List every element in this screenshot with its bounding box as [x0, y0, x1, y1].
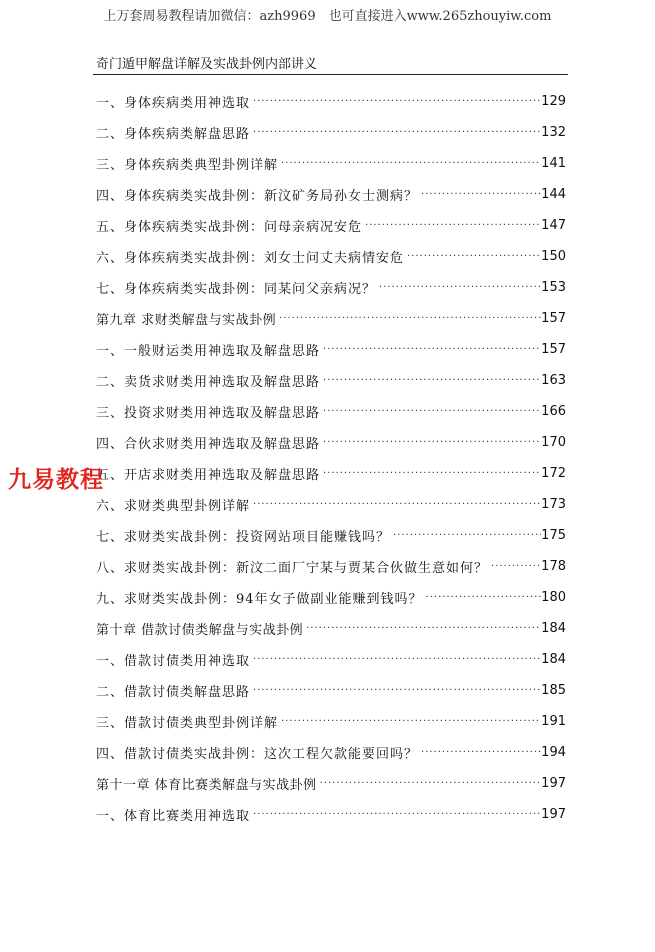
- leader-dots: [423, 592, 542, 603]
- toc-title: 五、身体疾病类实战卦例：问母亲病况安危: [96, 220, 363, 235]
- toc-title: 六、身体疾病类实战卦例：刘女士问丈夫病情安危: [96, 251, 405, 266]
- toc-page: 194: [541, 745, 566, 760]
- leader-dots: [390, 530, 541, 541]
- toc-page: 150: [541, 249, 566, 264]
- toc-entry[interactable]: [96, 520, 566, 551]
- toc-title: 第九章 求财类解盘与实战卦例: [96, 313, 277, 328]
- toc-entry[interactable]: [96, 458, 566, 489]
- leader-dots: [320, 437, 541, 448]
- toc-entry[interactable]: [96, 210, 566, 241]
- leader-dots: [250, 685, 541, 696]
- toc-chapter-entry[interactable]: [96, 303, 566, 334]
- toc-page: 191: [541, 714, 566, 729]
- toc-page: 157: [541, 342, 566, 357]
- toc-chapter-entry[interactable]: [96, 768, 566, 799]
- toc-title: 六、求财类典型卦例详解: [96, 499, 251, 514]
- toc-entry[interactable]: [96, 582, 566, 613]
- leader-dots: [320, 375, 541, 386]
- toc-title: 四、身体疾病类实战卦例：新汶矿务局孙女士测病？: [96, 189, 419, 204]
- toc-page: 184: [541, 621, 566, 636]
- toc-page: 144: [541, 187, 566, 202]
- toc-entry[interactable]: [96, 241, 566, 272]
- toc-title: 三、借款讨债类典型卦例详解: [96, 716, 279, 731]
- toc-title: 二、借款讨债类解盘思路: [96, 685, 251, 700]
- toc-title: 七、求财类实战卦例：投资网站项目能赚钱吗？: [96, 530, 391, 545]
- toc-entry[interactable]: [96, 799, 566, 830]
- toc-entry[interactable]: [96, 334, 566, 365]
- leader-dots: [376, 282, 541, 293]
- leader-dots: [404, 251, 541, 262]
- toc-page: 180: [541, 590, 566, 605]
- leader-dots: [278, 716, 541, 727]
- toc-title: 四、合伙求财类用神选取及解盘思路: [96, 437, 321, 452]
- toc-page: 163: [541, 373, 566, 388]
- toc-page: 166: [541, 404, 566, 419]
- toc-entry[interactable]: [96, 737, 566, 768]
- toc-entry[interactable]: [96, 706, 566, 737]
- toc-page: 172: [541, 466, 566, 481]
- leader-dots: [418, 747, 541, 758]
- table-of-contents: [96, 86, 566, 830]
- leader-dots: [320, 406, 541, 417]
- toc-entry[interactable]: [96, 427, 566, 458]
- toc-page: 141: [541, 156, 566, 171]
- toc-entry[interactable]: [96, 117, 566, 148]
- toc-title: 第十章 借款讨债类解盘与实战卦例: [96, 623, 304, 638]
- leader-dots: [317, 778, 542, 789]
- leader-dots: [250, 654, 541, 665]
- leader-dots: [250, 96, 541, 107]
- toc-entry[interactable]: [96, 365, 566, 396]
- toc-chapter-entry[interactable]: [96, 613, 566, 644]
- toc-page: 147: [541, 218, 566, 233]
- running-head: 奇门遁甲解盘详解及实战卦例内部讲义: [96, 57, 318, 72]
- leader-dots: [250, 127, 541, 138]
- toc-title: 一、体育比赛类用神选取: [96, 809, 251, 824]
- toc-page: 178: [541, 559, 566, 574]
- toc-title: 七、身体疾病类实战卦例：同某问父亲病况？: [96, 282, 377, 297]
- toc-entry[interactable]: [96, 86, 566, 117]
- toc-entry[interactable]: [96, 644, 566, 675]
- toc-page: 170: [541, 435, 566, 450]
- header-rule: [93, 74, 568, 75]
- toc-entry[interactable]: [96, 551, 566, 582]
- toc-page: 132: [541, 125, 566, 140]
- toc-page: 175: [541, 528, 566, 543]
- promo-banner: 上万套周易教程请加微信：azh9969 也可直接进入www.265zhouyiw.com: [103, 9, 552, 24]
- leader-dots: [320, 468, 541, 479]
- toc-title: 一、借款讨债类用神选取: [96, 654, 251, 669]
- toc-entry[interactable]: [96, 272, 566, 303]
- toc-page: 173: [541, 497, 566, 512]
- toc-title: 八、求财类实战卦例：新汶二面厂宁某与贾某合伙做生意如何？: [96, 561, 489, 576]
- toc-entry[interactable]: [96, 396, 566, 427]
- leader-dots: [362, 220, 541, 231]
- toc-entry[interactable]: [96, 675, 566, 706]
- toc-page: 185: [541, 683, 566, 698]
- leader-dots: [418, 189, 541, 200]
- toc-page: 197: [541, 776, 566, 791]
- toc-page: 197: [541, 807, 566, 822]
- leader-dots: [488, 561, 541, 572]
- toc-title: 第十一章 体育比赛类解盘与实战卦例: [96, 778, 317, 793]
- toc-page: 157: [541, 311, 566, 326]
- watermark-logo: 九易教程: [8, 467, 104, 493]
- toc-title: 三、身体疾病类典型卦例详解: [96, 158, 279, 173]
- leader-dots: [278, 158, 541, 169]
- toc-title: 三、投资求财类用神选取及解盘思路: [96, 406, 321, 421]
- toc-title: 二、卖货求财类用神选取及解盘思路: [96, 375, 321, 390]
- toc-title: 二、身体疾病类解盘思路: [96, 127, 251, 142]
- toc-entry[interactable]: [96, 148, 566, 179]
- leader-dots: [250, 499, 541, 510]
- toc-title: 九、求财类实战卦例：94年女子做副业能赚到钱吗？: [96, 592, 423, 607]
- toc-page: 184: [541, 652, 566, 667]
- leader-dots: [250, 809, 541, 820]
- toc-entry[interactable]: [96, 489, 566, 520]
- leader-dots: [320, 344, 541, 355]
- toc-title: 四、借款讨债类实战卦例：这次工程欠款能要回吗？: [96, 747, 419, 762]
- leader-dots: [303, 623, 541, 634]
- toc-page: 129: [541, 94, 566, 109]
- toc-title: 一、身体疾病类用神选取: [96, 96, 251, 111]
- leader-dots: [276, 313, 541, 324]
- toc-page: 153: [541, 280, 566, 295]
- toc-title: 五、开店求财类用神选取及解盘思路: [96, 468, 321, 483]
- toc-title: 一、一般财运类用神选取及解盘思路: [96, 344, 321, 359]
- toc-entry[interactable]: [96, 179, 566, 210]
